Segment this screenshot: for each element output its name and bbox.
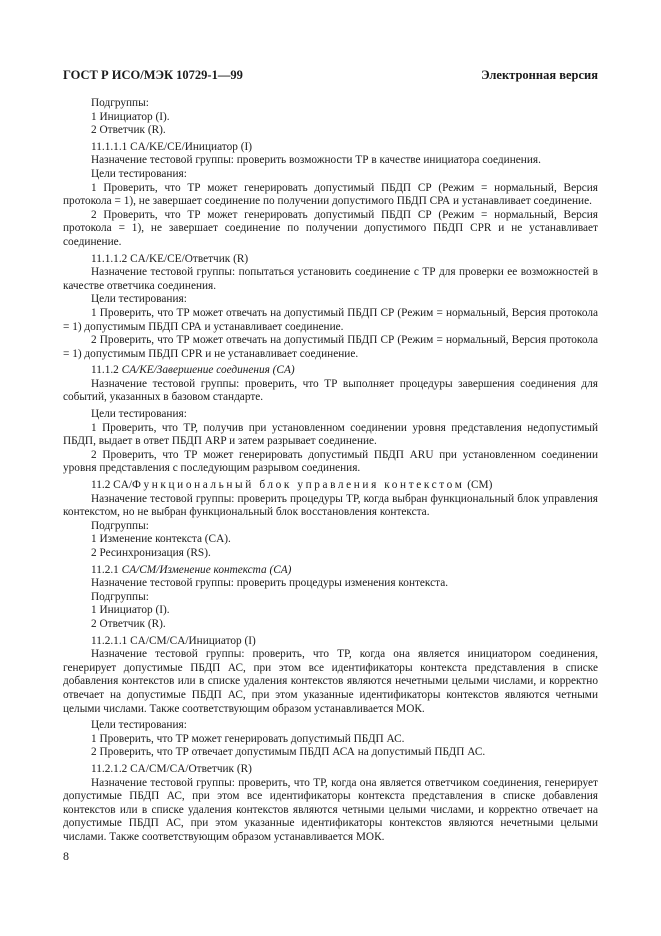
- list-item: 1 Инициатор (I).: [91, 110, 170, 123]
- section-heading: 11.1.1.1 CA/KE/CE/Инициатор (I): [91, 140, 252, 153]
- list-item: 2 Проверить, что ТР отвечает допустимым ПБДП АСА на допустимый ПБДП АС.: [91, 746, 486, 759]
- paragraph: Назначение тестовой группы: проверить процедуры изменения контекста.: [91, 577, 449, 590]
- section-number: 11.2 CA/: [91, 479, 133, 492]
- list-item: 1 Инициатор (I).: [91, 604, 170, 617]
- paragraph: 1 Проверить, что ТР может генерировать допустимый ПБДП СР (Режим = нормальный, Версия протокола = 1), не завершает соединение по получении допустимого ПБДП СРА и устанавливает соединение.: [63, 181, 598, 208]
- paragraph: Назначение тестовой группы: проверить, что ТР выполняет процедуры завершения соединения для событий, указанных в базовом стандарте.: [63, 377, 598, 404]
- section-title: CA/KE/Завершение соединения (CA): [121, 364, 295, 377]
- paragraph: Назначение тестовой группы: проверить возможности ТР в качестве инициатора соединения.: [91, 154, 541, 167]
- list-item: 1 Проверить, что ТР может генерировать допустимый ПБДП АС.: [91, 732, 405, 745]
- paragraph: Подгруппы:: [91, 590, 149, 603]
- list-item: 2 Ресинхронизация (RS).: [91, 547, 211, 559]
- standard-title: ГОСТ Р ИСО/МЭК 10729-1—99: [63, 68, 243, 82]
- list-item: 2 Ответчик (R).: [91, 124, 166, 137]
- section-number: 11.2.1: [91, 563, 122, 576]
- paragraph: Назначение тестовой группы: проверить, что ТР, когда она является инициатором соединения, генерирует допустимые ПБДП АС, при этом все идентификаторы контекста представления в списке добавления контекстов или в списке удаления контекстов являются нечетными целыми числами, и корректно отвечает на допустимые ПБДП АС, при этом указанные идентификаторы контекстов являются четными целыми числами. Также соответствующим образом устанавливается МОК.: [63, 648, 598, 715]
- paragraph: Подгруппы:: [91, 97, 149, 109]
- section-heading: 11.1.1.2 CA/KE/CE/Ответчик (R): [91, 252, 249, 265]
- paragraph: 2 Проверить, что ТР может отвечать на допустимый ПБДП СР (Режим = нормальный, Версия протокола = 1) допустимым ПБДП CPR и не устанавливает соединение.: [63, 334, 598, 360]
- paragraph: Цели тестирования:: [91, 408, 187, 421]
- page-number: 8: [63, 849, 69, 863]
- list-item: 2 Ответчик (R).: [91, 617, 166, 630]
- section-title: Функциональный блок управления контекстом: [132, 479, 465, 492]
- edition-label: Электронная версия: [481, 68, 598, 82]
- paragraph: 1 Проверить, что ТР, получив при установленном соединении уровня представления недопустимый ПБДП, выдает в ответ ПБДП ARP и затем разрывает соединение.: [63, 421, 598, 448]
- paragraph: 1 Проверить, что ТР может отвечать на допустимый ПБДП СР (Режим = нормальный, Версия протокола = 1) допустимым ПБДП СРА и устанавливает соединение.: [63, 306, 598, 333]
- section-heading: [63, 364, 598, 378]
- paragraph: 2 Проверить, что ТР может генерировать допустимый ПБДП СР (Режим = нормальный, Версия протокола = 1), не завершает соединение по получении допустимого ПБДП CPR и не устанавливает соединение.: [63, 208, 598, 248]
- paragraph: Назначение тестовой группы: проверить, что ТР, когда она является ответчиком соединения, генерирует допустимые ПБДП АС, при этом все идентификаторы контекста представления в списке добавления контекстов или в списке удаления контекстов являются четными целыми числами, и корректно отвечает на допустимые ПБДП АС, при этом указанные идентификаторы контекстов являются нечетными целыми числами. Также соответствующим образом устанавливается МОК.: [63, 776, 598, 843]
- section-title: CA/CM/Изменение контекста (CA): [121, 563, 292, 576]
- list-item: 1 Изменение контекста (CA).: [91, 533, 231, 546]
- paragraph: Цели тестирования:: [91, 719, 187, 732]
- section-heading: 11.2.1.2 CA/CM/CA/Ответчик (R): [91, 762, 252, 775]
- section-suffix: (CM): [464, 479, 493, 492]
- section-number: 11.1.2: [91, 364, 122, 377]
- document-body: [63, 97, 598, 844]
- paragraph: Цели тестирования:: [91, 293, 187, 306]
- section-heading: 11.2.1.1 CA/CM/CA/Инициатор (I): [91, 634, 256, 647]
- paragraph: Цели тестирования:: [91, 167, 187, 180]
- section-heading: [63, 479, 598, 493]
- section-heading: [63, 564, 598, 578]
- paragraph: 2 Проверить, что ТР может генерировать допустимый ПБДП ARU при установленном соединении уровня представления с последующим разрывом соединения.: [63, 448, 598, 475]
- paragraph: Подгруппы:: [91, 519, 149, 532]
- paragraph: Назначение тестовой группы: попытаться установить соединение с ТР для проверки ее возможностей в качестве ответчика соединения.: [63, 266, 598, 292]
- paragraph: Назначение тестовой группы: проверить процедуры ТР, когда выбран функциональный блок управления контекстом, но не выбран функциональный блок восстановления контекста.: [63, 492, 598, 519]
